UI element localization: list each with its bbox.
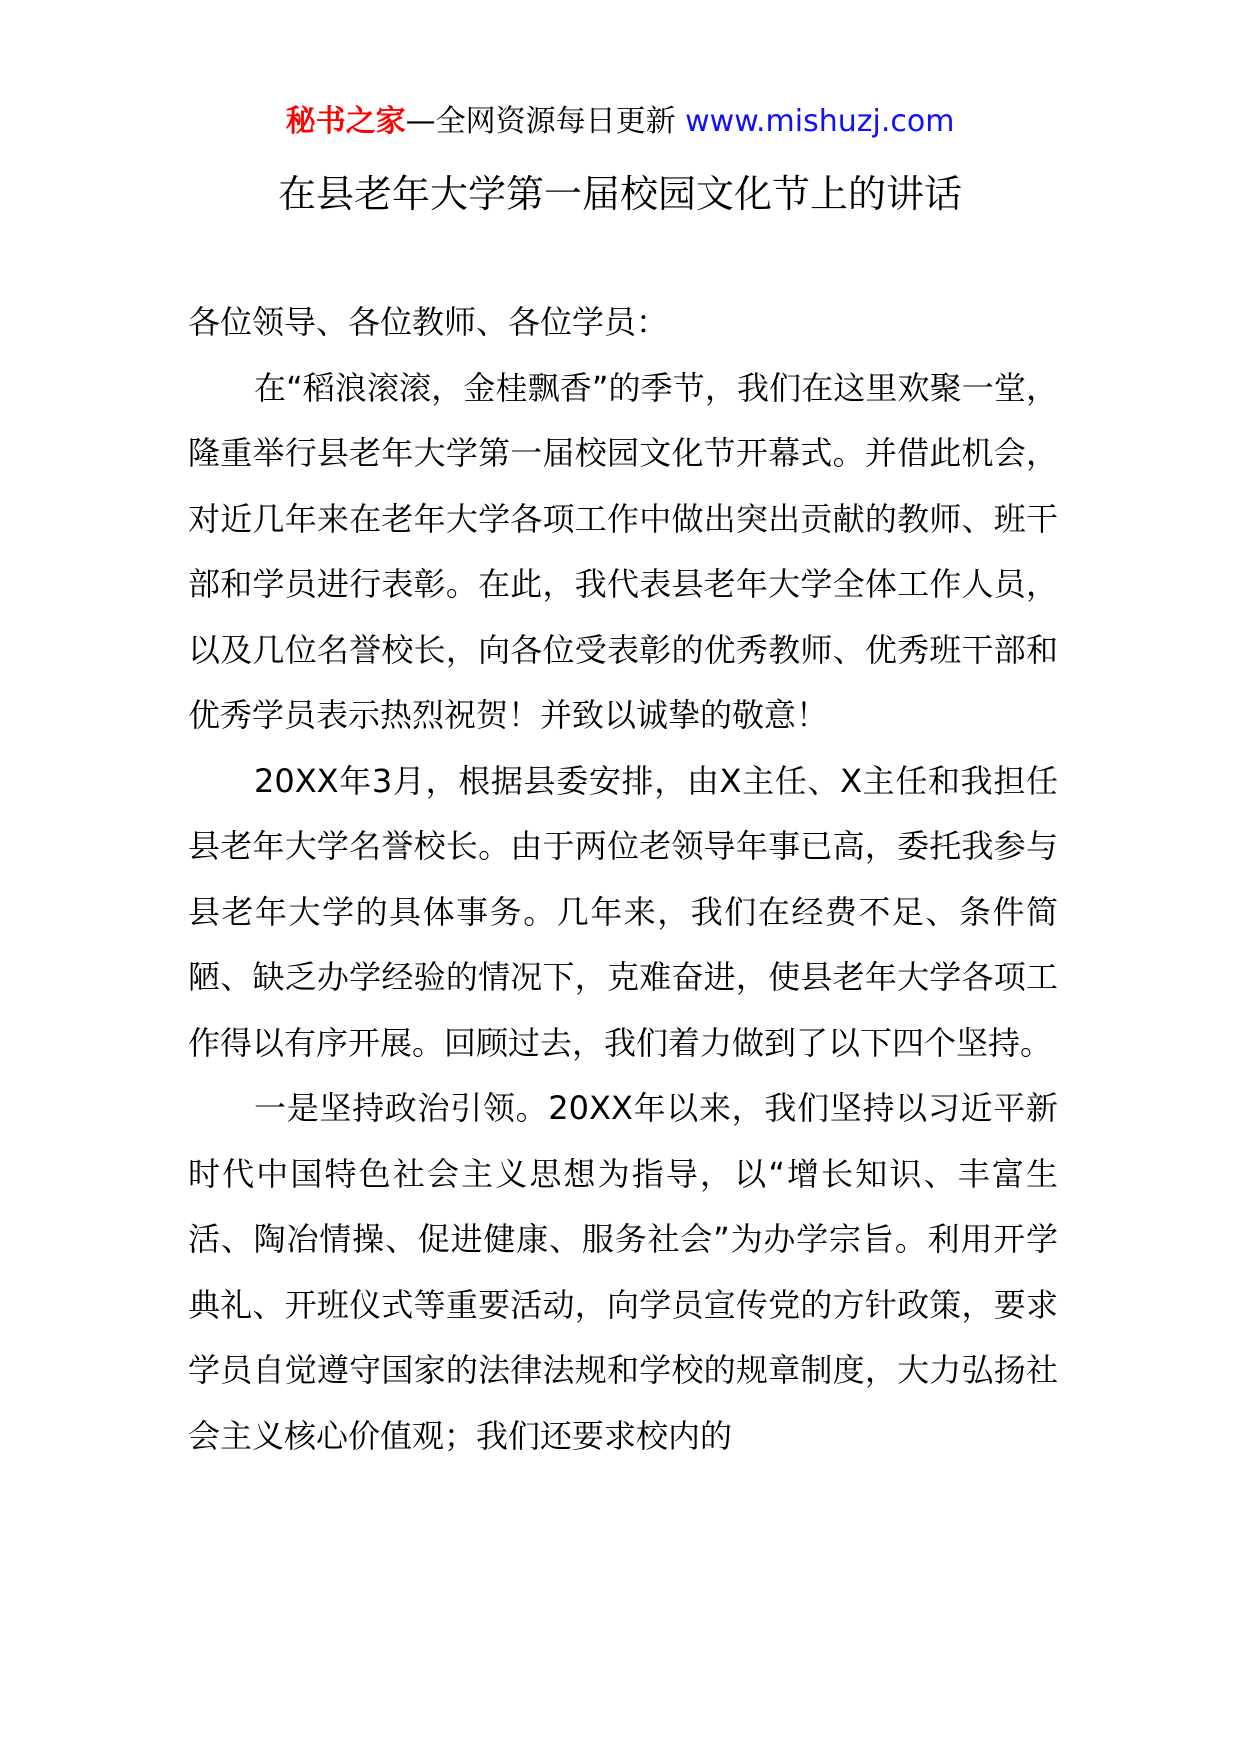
body-paragraph: 在“稻浪滚滚，金桂飘香”的季节，我们在这里欢聚一堂，隆重举行县老年大学第一届校园文化节开幕式。并借此机会，对近几年来在老年大学各项工作中做出突出贡献的教师、班干部和学员进行表彰。在此，我代表县老年大学全体工作人员，以及几位名誉校长，向各位受表彰的优秀教师、优秀班干部和优秀学员表示热烈祝贺！并致以诚挚的敬意！ [188,368,1058,734]
body-paragraph: 20XX年3月，根据县委安排，由X主任、X主任和我担任县老年大学名誉校长。由于两位老领导年事已高，委托我参与县老年大学的具体事务。几年来，我们在经费不足、条件简陋、缺乏办学经验的情况下，克难奋进，使县老年大学各项工作得以有序开展。回顾过去，我们着力做到了以下四个坚持。 [188,761,1058,1062]
document-title: 在县老年大学第一届校园文化节上的讲话 [277,172,962,216]
document-body [188,290,1058,1469]
salutation: 各位领导、各位教师、各位学员： [188,303,669,341]
site-header [0,100,1240,144]
site-url-link[interactable]: www.mishuzj.com [685,104,955,139]
body-paragraph: 一是坚持政治引领。20XX年以来，我们坚持以习近平新时代中国特色社会主义思想为指导，以“增长知识、丰富生活、陶冶情操、促进健康、服务社会”为办学宗旨。利用开学典礼、开班仪式等重要活动，向学员宣传党的方针政策，要求学员自觉遵守国家的法律法规和学校的规章制度，大力弘扬社会主义核心价值观；我们还要求校内的 [188,1089,1058,1455]
site-brand: 秘书之家 [285,104,406,139]
site-tagline: —全网资源每日更新 [405,104,676,139]
